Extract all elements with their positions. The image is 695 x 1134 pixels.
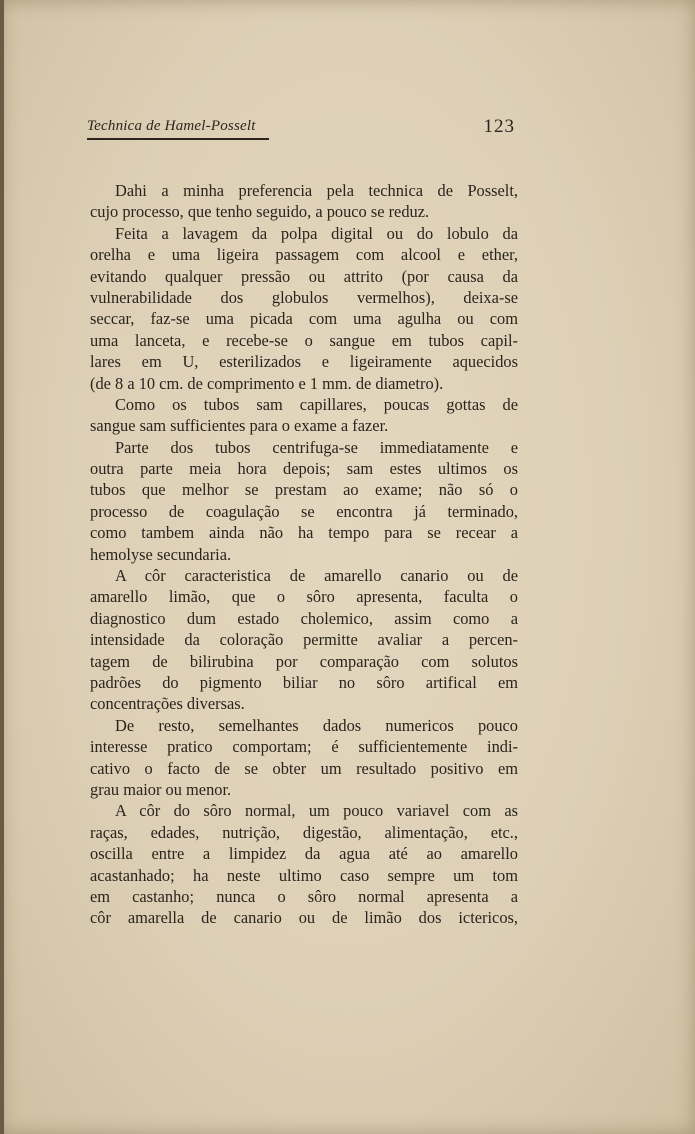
text-line: cujo processo, que tenho seguido, a pouco se reduz. — [90, 202, 430, 222]
text-line: cativo o facto de se obter um resultado positivo em — [90, 758, 518, 778]
text-line: como tambem ainda não ha tempo para se recear a — [90, 523, 518, 543]
body-text — [90, 180, 518, 929]
text-line: amarello limão, que o sôro apresenta, faculta o — [90, 587, 518, 607]
text-line: Feita a lavagem da polpa digital ou do lobulo da — [115, 223, 518, 243]
text-line: interesse pratico comportam; é sufficientemente indi- — [90, 737, 518, 757]
header-rule — [87, 138, 269, 140]
text-line: oscilla entre a limpidez da agua até ao amarello — [90, 844, 518, 864]
text-line: intensidade da coloração permitte avaliar a percen- — [90, 630, 518, 650]
text-line: em castanho; nunca o sôro normal apresenta a — [90, 886, 518, 906]
text-line: acastanhado; ha neste ultimo caso sempre um tom — [90, 865, 518, 885]
text-line: A côr caracteristica de amarello canario ou de — [115, 566, 518, 586]
text-line: lares em U, esterilizados e ligeiramente aquecidos — [90, 352, 518, 372]
text-line: evitando qualquer pressão ou attrito (por causa da — [90, 266, 518, 286]
text-line: uma lanceta, e recebe-se o sangue em tubos capil- — [90, 330, 518, 350]
text-line: A côr do sôro normal, um pouco variavel com as — [115, 801, 518, 821]
text-line: Parte dos tubos centrifuga-se immediatamente e — [115, 437, 518, 457]
running-title: Technica de Hamel-Posselt — [87, 118, 256, 134]
text-line: Dahi a minha preferencia pela technica de Posselt, — [115, 181, 518, 200]
page-header — [87, 116, 515, 146]
text-line: (de 8 a 10 cm. de comprimento e 1 mm. de diametro). — [90, 373, 444, 393]
text-line: orelha e uma ligeira passagem com alcool e ether, — [90, 245, 518, 265]
text-line: vulnerabilidade dos globulos vermelhos), deixa-se — [90, 287, 518, 307]
page-number: 123 — [483, 116, 515, 137]
text-line: Como os tubos sam capillares, poucas gottas de — [115, 394, 518, 414]
text-line: diagnostico dum estado cholemico, assim como a — [90, 608, 518, 628]
text-line: concentrações diversas. — [90, 694, 245, 714]
text-line: hemolyse secundaria. — [90, 544, 232, 564]
text-line: tubos que melhor se prestam ao exame; não só o — [90, 480, 518, 500]
text-line: processo de coagulação se encontra já terminado, — [90, 501, 518, 521]
text-line: padrões do pigmento biliar no sôro artifical em — [90, 672, 518, 692]
text-line: côr amarella de canario ou de limão dos ictericos, — [90, 908, 518, 928]
text-line: seccar, faz-se uma picada com uma agulha ou com — [90, 309, 518, 329]
text-line: sangue sam sufficientes para o exame a fazer. — [90, 416, 389, 436]
text-line: De resto, semelhantes dados numericos pouco — [115, 715, 518, 735]
page-edge — [0, 0, 4, 1134]
text-line: grau maior ou menor. — [90, 779, 232, 799]
text-line: outra parte meia hora depois; sam estes ultimos os — [90, 459, 518, 479]
text-line: tagem de bilirubina por comparação com solutos — [90, 651, 518, 671]
text-line: raças, edades, nutrição, digestão, alimentação, etc., — [90, 822, 518, 842]
